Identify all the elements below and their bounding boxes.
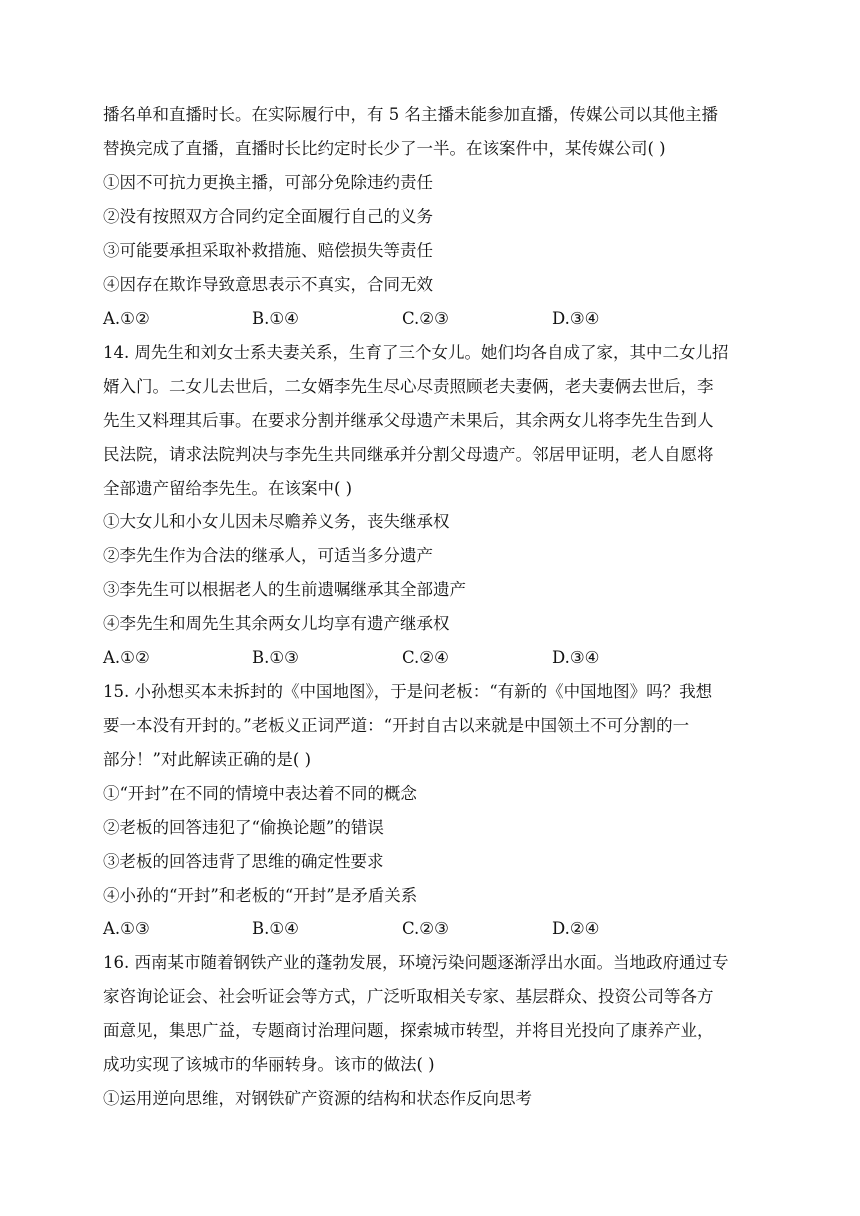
q16-statement: ①运用逆向思维，对钢铁矿产资源的结构和状态作反向思考 [103,1089,532,1108]
q14-stem-line: 先生又料理其后事。在要求分割并继承父母遗产未果后，其余两女儿将李先生告到人 [103,411,714,430]
q13-option-a: A.①② [103,309,150,328]
q13-statement: ④因存在欺诈导致意思表示不真实，合同无效 [103,275,433,294]
q14-statement: ①大女儿和小女儿因未尽赡养义务，丧失继承权 [103,512,450,531]
q15-option-a: A.①③ [103,919,150,938]
q16-stem-line: 面意见，集思广益，专题商讨治理问题，探索城市转型，并将目光投向了康养产业， [103,1021,714,1040]
q15-stem-line: 要一本没有开封的。”老板义正词严道：“开封自古以来就是中国领土不可分割的一 [103,716,690,735]
q13-statement: ③可能要承担采取补救措施、赔偿损失等责任 [103,241,433,260]
q15-option-d: D.②④ [552,919,600,938]
q15-statement: ④小孙的“开封”和老板的“开封”是矛盾关系 [103,886,418,905]
q14-option-c: C.②④ [402,648,449,667]
q15-statement: ②老板的回答违犯了“偷换论题”的错误 [103,818,384,837]
q13-option-d: D.③④ [552,309,600,328]
q14-statement: ②李先生作为合法的继承人，可适当多分遗产 [103,546,433,565]
q14-option-a: A.①② [103,648,150,667]
q15-option-b: B.①④ [252,919,299,938]
q13-stem-line: 播名单和直播时长。在实际履行中，有 5 名主播未能参加直播，传媒公司以其他主播 [103,105,718,124]
q16-stem-line: 16. 西南某市随着钢铁产业的蓬勃发展，环境污染问题逐渐浮出水面。当地政府通过专 [103,953,729,972]
q14-statement: ③李先生可以根据老人的生前遗嘱继承其全部遗产 [103,580,466,599]
q14-option-b: B.①③ [252,648,299,667]
q15-stem-line: 15. 小孙想买本未拆封的《中国地图》，于是问老板：“有新的《中国地图》吗？我想 [103,682,713,701]
q14-option-d: D.③④ [552,648,600,667]
q13-statement: ①因不可抗力更换主播，可部分免除违约责任 [103,173,433,192]
q15-option-c: C.②③ [402,919,449,938]
q15-stem-line: 部分！”对此解读正确的是( ) [103,750,312,769]
q15-statement: ③老板的回答违背了思维的确定性要求 [103,852,384,871]
q14-stem-line: 民法院，请求法院判决与李先生共同继承并分割父母遗产。邻居甲证明，老人自愿将 [103,445,714,464]
q16-stem-line: 成功实现了该城市的华丽转身。该市的做法( ) [103,1055,435,1074]
q13-option-b: B.①④ [252,309,299,328]
q13-stem-line: 替换完成了直播，直播时长比约定时长少了一半。在该案件中，某传媒公司( ) [103,139,666,158]
q16-stem-line: 家咨询论证会、社会听证会等方式，广泛听取相关专家、基层群众、投资公司等各方 [103,987,714,1006]
q14-stem-line: 全部遗产留给李先生。在该案中( ) [103,479,353,498]
q14-statement: ④李先生和周先生其余两女儿均享有遗产继承权 [103,614,450,633]
q14-stem-line: 婿入门。二女儿去世后，二女婿李先生尽心尽责照顾老夫妻俩，老夫妻俩去世后，李 [103,377,714,396]
q14-stem-line: 14. 周先生和刘女士系夫妻关系，生育了三个女儿。她们均各自成了家，其中二女儿招 [103,343,729,362]
q13-statement: ②没有按照双方合同约定全面履行自己的义务 [103,207,433,226]
q13-option-c: C.②③ [402,309,449,328]
q15-statement: ①“开封”在不同的情境中表达着不同的概念 [103,784,417,803]
